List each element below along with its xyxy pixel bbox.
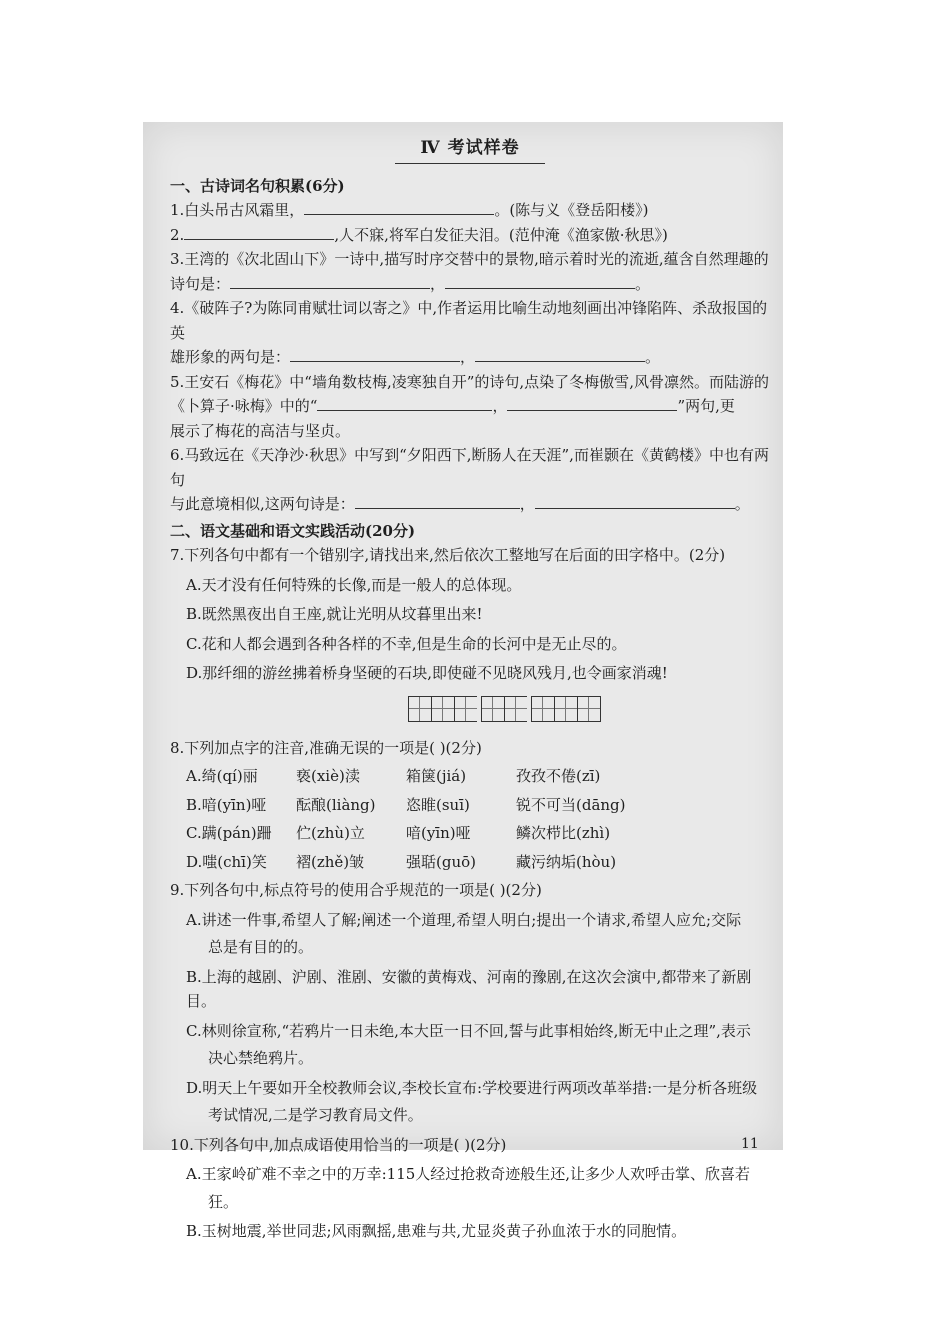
q10-option-a: A.王家岭矿难不幸之中的万幸:115人经过抢救奇迹般生还,让多少人欢呼击掌、欣喜若 [186, 1165, 751, 1183]
q10-option-b: B.玉树地震,举世同悲;风雨飘摇,患难与共,尤显炎黄子孙血浓于水的同胞情。 [186, 1222, 687, 1240]
tianzige-cell[interactable] [554, 696, 577, 722]
q3-answer-blank-1[interactable] [230, 273, 430, 289]
q2-text-before: 2. [170, 225, 185, 244]
question-2 [170, 223, 770, 248]
question-10-stem: 10.下列各句中,加点成语使用恰当的一项是( )(2分) [170, 1135, 507, 1154]
tianzige-cell[interactable] [481, 696, 504, 722]
q3-answer-blank-2[interactable] [445, 273, 635, 289]
q3-period: 。 [635, 274, 651, 293]
q7-option-c: C.花和人都会遇到各种各样的不幸,但是生命的长河中是无止尽的。 [186, 634, 627, 653]
q8-item: 亵(xiè)渎 [296, 767, 360, 785]
q2-text-after: ,人不寐,将军白发征夫泪。(范仲淹《渔家傲·秋思》) [334, 225, 668, 244]
q8-item: 箱箧(jiá) [406, 767, 467, 785]
q8-item: A.绮(qí)丽 [186, 767, 258, 785]
q8-item: 褶(zhě)皱 [296, 852, 365, 871]
q9-option-c-cont: 决心禁绝鸦片。 [208, 1049, 314, 1067]
page-title [170, 136, 770, 164]
page-number: 11 [741, 1136, 759, 1152]
q9-option-c: C.林则徐宣称,“若鸦片一日未绝,本大臣一日不回,誓与此事相始终,断无中止之理”,表示 [186, 1021, 751, 1040]
question-3 [170, 247, 770, 296]
q6-period: 。 [734, 495, 750, 513]
q8-option-row [170, 764, 770, 789]
question-4 [170, 296, 770, 370]
q5-comma: ， [492, 397, 508, 415]
q8-item: 伫(zhù)立 [296, 824, 365, 842]
q4-period: 。 [645, 348, 661, 366]
tianzige-cell[interactable] [454, 696, 477, 722]
q8-item: 鳞次栉比(zhì) [516, 824, 611, 842]
q10-option-a-cont: 狂。 [208, 1192, 239, 1211]
q5-line3: 展示了梅花的高洁与坚贞。 [170, 421, 351, 440]
q1-answer-blank[interactable] [304, 199, 494, 215]
q9-option-a-cont: 总是有目的的。 [208, 938, 314, 956]
q8-item: 恣睢(suī) [406, 795, 470, 814]
q4-answer-blank-2[interactable] [475, 346, 645, 362]
q5-answer-blank-2[interactable] [507, 395, 677, 411]
q9-option-a: A.讲述一件事,希望人了解;阐述一个道理,希望人明白;提出一个请求,希望人应允;交际 [186, 910, 742, 929]
q6-answer-blank-2[interactable] [535, 493, 735, 509]
q8-item: 孜孜不倦(zī) [516, 767, 601, 785]
q9-option-d: D.明天上午要如开全校教师会议,李校长宣布:学校要进行两项改革举措:一是分析各班级 [186, 1078, 758, 1097]
tianzige-cell[interactable] [577, 696, 601, 722]
q7-option-d: D.那纤细的游丝拂着桥身坚硬的石块,即使碰不见晓风残月,也令画家消魂! [186, 664, 668, 682]
q6-stem: 6.马致远在《天净沙·秋思》中写到“夕阳西下,断肠人在天涯”,而崔颢在《黄鹤楼》中也有两句 [170, 446, 769, 489]
section-1-heading: 一、古诗词名句积累(6分) [170, 176, 345, 195]
tianzige-cell[interactable] [431, 696, 454, 722]
question-8-stem: 8.下列加点字的注音,准确无误的一项是( )(2分) [170, 738, 482, 757]
q8-item: B.喑(yīn)哑 [186, 795, 267, 814]
tianzige-cell[interactable] [531, 696, 554, 722]
question-5 [170, 370, 770, 444]
q8-item: C.蹒(pán)跚 [186, 824, 272, 842]
q9-option-d-cont: 考试情况,二是学习教育局文件。 [208, 1106, 423, 1124]
q5-tail: ”两句,更 [677, 397, 735, 415]
q1-text-before: 1.白头吊古风霜里， [170, 201, 305, 219]
q4-answer-label: 雄形象的两句是： [170, 348, 291, 366]
tianzige-answer-grid [408, 696, 770, 722]
q5-answer-blank-1[interactable] [317, 395, 492, 411]
q2-answer-blank[interactable] [184, 224, 334, 240]
page-title-text: Ⅳ 考试样卷 [420, 138, 520, 158]
q8-item: 酝酿(liàng) [296, 795, 376, 814]
q3-stem: 3.王湾的《次北固山下》一诗中,描写时序交替中的景物,暗示着时光的流逝,蕴含自然理趣的 [170, 250, 769, 268]
title-underline [395, 163, 545, 164]
q8-item: 喑(yīn)哑 [406, 824, 471, 842]
q6-answer-blank-1[interactable] [355, 493, 520, 509]
tianzige-cell[interactable] [504, 696, 527, 722]
question-1 [170, 198, 770, 223]
q3-answer-label: 诗句是： [170, 274, 231, 293]
question-7-stem: 7.下列各句中都有一个错别字,请找出来,然后依次工整地写在后面的田字格中。(2分) [170, 546, 726, 564]
tianzige-cell[interactable] [408, 696, 431, 722]
q4-comma: ， [460, 348, 476, 366]
q8-item: 藏污纳垢(hòu) [516, 852, 617, 871]
exam-page [170, 134, 770, 1249]
q4-answer-blank-1[interactable] [290, 346, 460, 362]
section-2-heading: 二、语文基础和语文实践活动(20分) [170, 521, 416, 540]
q8-item: 强聒(guō) [406, 852, 476, 871]
q3-comma: ， [430, 274, 446, 293]
q7-option-b: B.既然黑夜出自王座,就让光明从坟暮里出来! [186, 605, 483, 623]
q6-comma: ， [519, 495, 535, 513]
q8-option-row [170, 793, 770, 818]
q8-item: D.嗤(chī)笑 [186, 852, 267, 871]
q8-option-row [170, 850, 770, 875]
question-9-stem: 9.下列各句中,标点符号的使用合乎规范的一项是( )(2分) [170, 881, 542, 899]
q1-text-after: 。(陈与义《登岳阳楼》) [494, 201, 649, 219]
q8-option-row [170, 821, 770, 846]
q8-item: 锐不可当(dāng) [516, 795, 626, 814]
q5-stem: 5.王安石《梅花》中“墙角数枝梅,凌寒独自开”的诗句,点染了冬梅傲雪,风骨凛然。而陆游的 [170, 372, 769, 391]
q9-option-b: B.上海的越剧、沪剧、淮剧、安徽的黄梅戏、河南的豫剧,在这次会演中,都带来了新剧目。 [186, 967, 752, 1010]
q7-option-a: A.天才没有任何特殊的长像,而是一般人的总体现。 [186, 575, 522, 594]
q4-stem: 4.《破阵子?为陈同甫赋壮词以寄之》中,作者运用比喻生动地刻画出冲锋陷阵、杀敌报国的英 [170, 299, 768, 342]
question-6 [170, 443, 770, 517]
q6-answer-label: 与此意境相似,这两句诗是： [170, 495, 355, 513]
q5-answer-label: 《卜算子·咏梅》中的“ [170, 397, 318, 415]
